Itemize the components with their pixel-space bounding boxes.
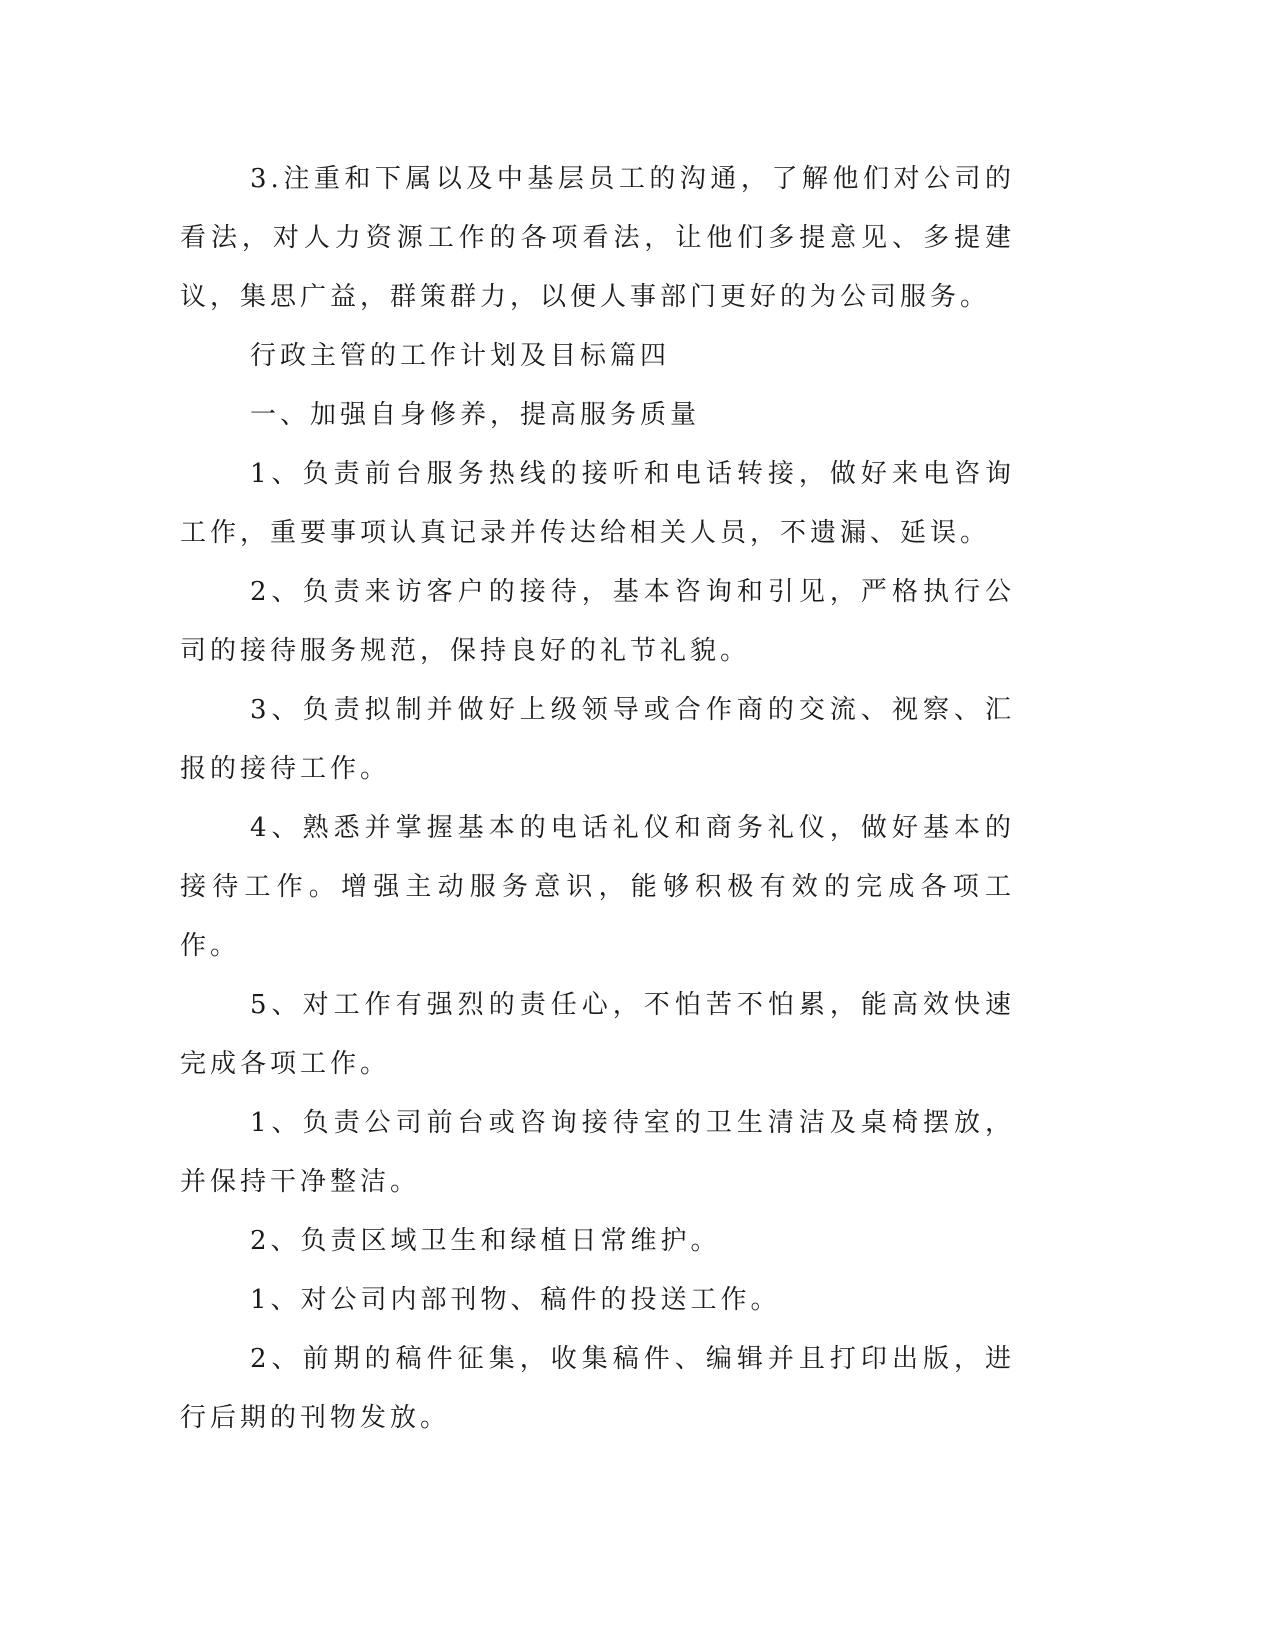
paragraph-plants: 2、负责区域卫生和绿植日常维护。	[250, 1226, 721, 1256]
paragraph-leader-reception: 3、负责拟制并做好上级领导或合作商的交流、视察、汇报的接待工作。	[180, 695, 1015, 784]
paragraph-responsibility: 5、对工作有强烈的责任心，不怕苦不怕累，能高效快速完成各项工作。	[180, 990, 1015, 1079]
document-body	[180, 150, 1015, 1448]
paragraph-hotline: 1、负责前台服务热线的接听和电话转接，做好来电咨询工作，重要事项认真记录并传达给相关人员，不遗漏、延误。	[180, 459, 1015, 548]
paragraph-editing: 2、前期的稿件征集，收集稿件、编辑并且打印出版，进行后期的刊物发放。	[180, 1344, 1015, 1433]
paragraph-communication: 3.注重和下属以及中基层员工的沟通，了解他们对公司的看法，对人力资源工作的各项看法，让他们多提意见、多提建议，集思广益，群策群力，以便人事部门更好的为公司服务。	[180, 164, 1015, 312]
paragraph-publications: 1、对公司内部刊物、稿件的投送工作。	[250, 1285, 781, 1315]
section-heading: 行政主管的工作计划及目标篇四	[250, 341, 671, 371]
subheading-service-quality: 一、加强自身修养，提高服务质量	[250, 400, 701, 430]
paragraph-cleaning: 1、负责公司前台或咨询接待室的卫生清洁及桌椅摆放，并保持干净整洁。	[180, 1108, 1015, 1197]
paragraph-etiquette: 4、熟悉并掌握基本的电话礼仪和商务礼仪，做好基本的接待工作。增强主动服务意识，能够积极有效的完成各项工作。	[180, 813, 1015, 961]
paragraph-visitor-reception: 2、负责来访客户的接待，基本咨询和引见，严格执行公司的接待服务规范，保持良好的礼节礼貌。	[180, 577, 1015, 666]
